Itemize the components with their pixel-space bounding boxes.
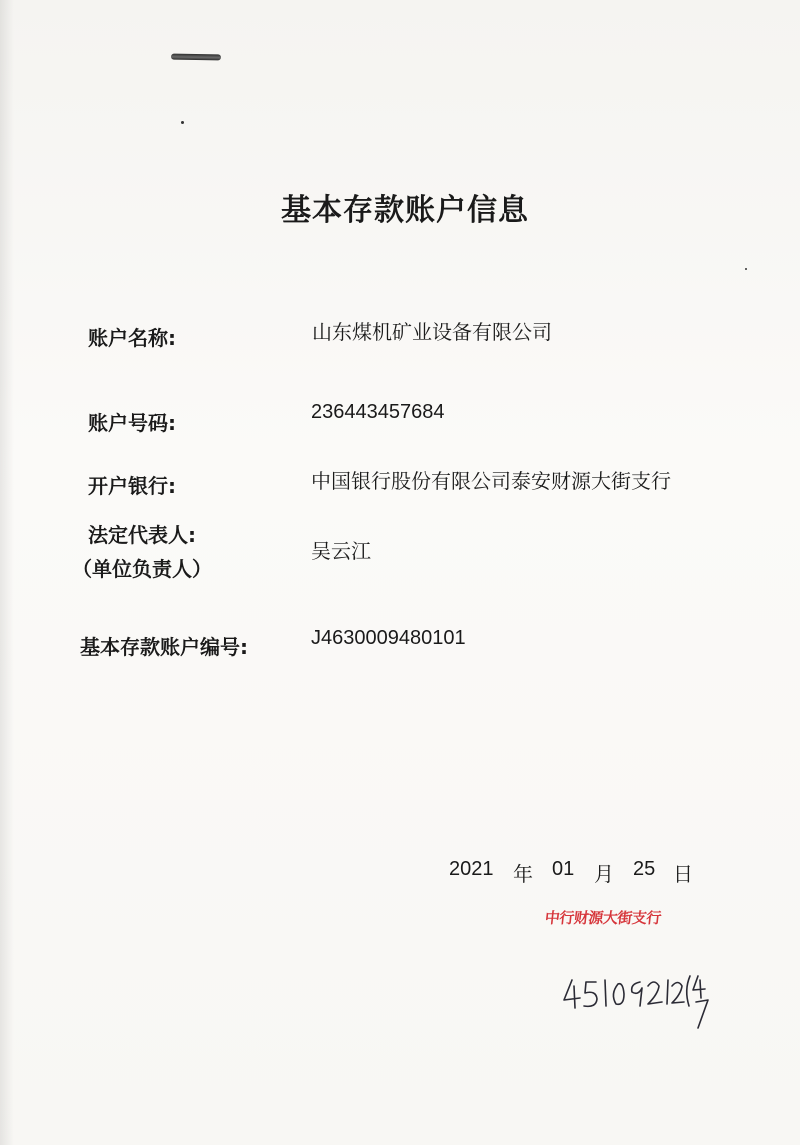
date-month-unit: 月 (594, 864, 614, 886)
date-day-unit: 日 (673, 864, 693, 886)
date-year-unit: 年 (513, 864, 533, 886)
account-name-value: 山东煤机矿业设备有限公司 (312, 320, 552, 344)
document-title: 基本存款账户信息 (281, 193, 529, 228)
bank-stamp: 中行财源大街支行 (544, 909, 662, 927)
handwritten-note (560, 962, 710, 1032)
basic-account-code-value: J4630009480101 (311, 627, 466, 649)
staple-mark (171, 54, 221, 61)
unit-leader-label: （单位负责人） (72, 557, 212, 581)
account-name-label: 账户名称: (88, 326, 176, 350)
account-number-value: 236443457684 (311, 401, 445, 423)
bank-label: 开户银行: (88, 474, 176, 498)
legal-representative-label: 法定代表人: (88, 523, 196, 547)
legal-representative-value: 吴云江 (311, 539, 371, 563)
page-edge-shadow (0, 0, 14, 1145)
paper-speck (745, 268, 747, 270)
date-month: 01 (552, 858, 575, 880)
basic-account-code-label: 基本存款账户编号: (80, 635, 248, 659)
paper-speck (181, 121, 184, 124)
bank-value: 中国银行股份有限公司泰安财源大街支行 (311, 469, 671, 493)
date-year: 2021 (449, 858, 494, 880)
account-number-label: 账户号码: (88, 411, 176, 435)
date-day: 25 (633, 858, 656, 880)
